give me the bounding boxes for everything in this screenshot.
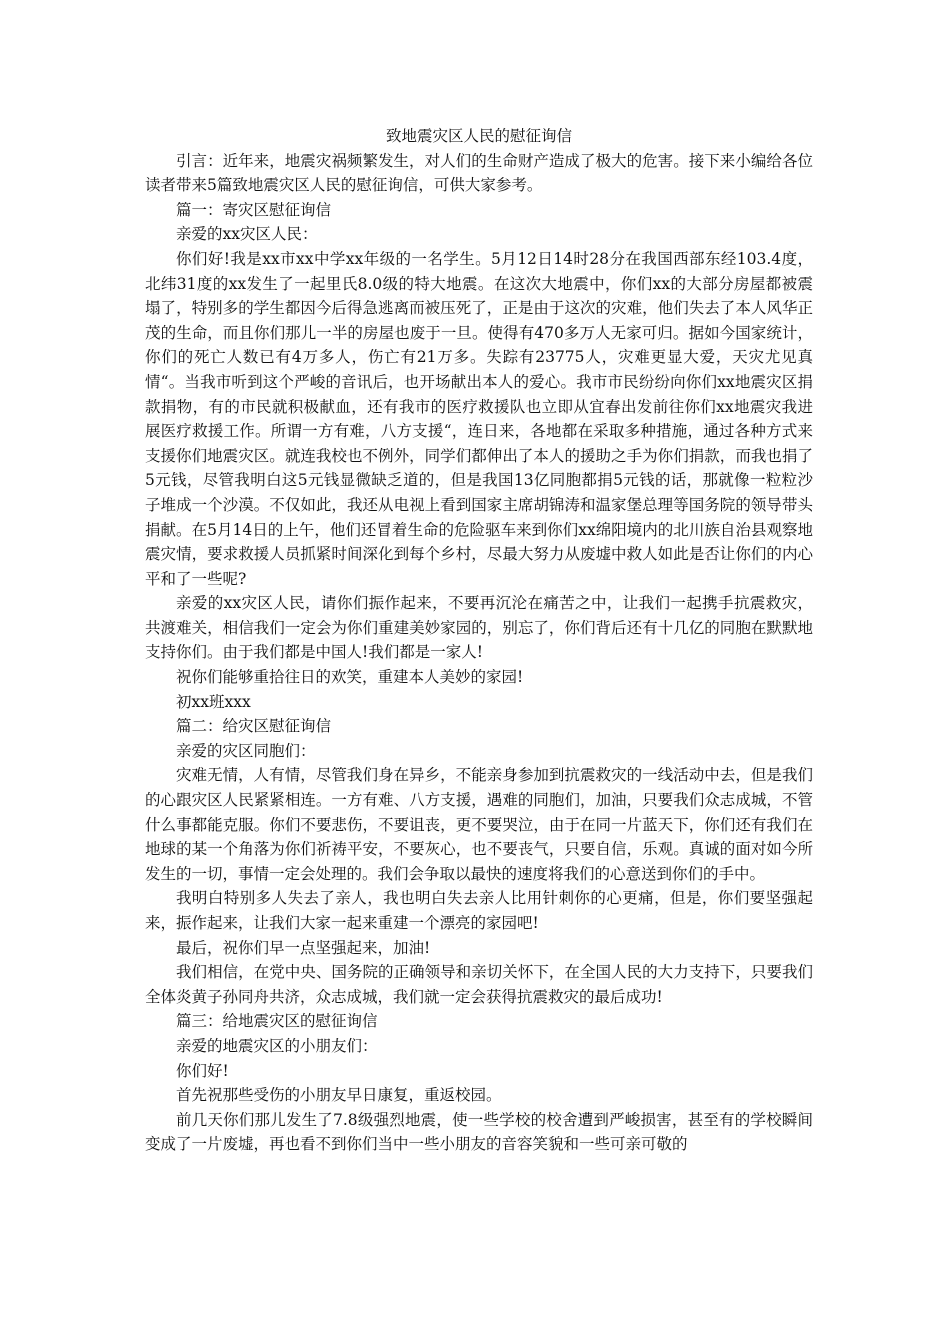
document-body <box>145 149 813 1157</box>
paragraph: 篇三：给地震灾区的慰征询信 <box>176 1012 378 1031</box>
paragraph: 亲爱的灾区同胞们： <box>176 741 316 760</box>
paragraph: 你们好!我是xx市xx中学xx年级的一名学生。5月12日14时28分在我国西部东经103.4度，北纬31度的xx发生了一起里氏8.0级的特大地震。在这次大地震中，你们xx的大部分房屋都被震塌了，特别多的学生都因今后得急逃离而被压死了，正是由于这次的灾难，他们失去了本人风华正茂的生命，而且你们那儿一半的房屋也废于一旦。使得有470多万人无家可归。据如今国家统计，你们的死亡人数已有4万多人，伤亡有21万多。失踪有23775人，灾难更显大爱，天灾尤见真情“。当我市听到这个严峻的音讯后，也开场献出本人的爱心。我市市民纷纷向你们xx地震灾区捐款捐物，有的市民就积极献血，还有我市的医疗救援队也立即从宜春出发前往你们xx地震灾我进展医疗救援工作。所谓一方有难，八方支援“，连日来，各地都在采取多种措施，通过各种方式来支援你们地震灾区。就连我校也不例外，同学们都伸出了本人的援助之手为你们捐款，而我也捐了5元钱，尽管我明白这5元钱显微缺乏道的，但是我国13亿同胞都捐5元钱的话，那就像一粒粒沙子堆成一个沙漠。不仅如此，我还从电视上看到国家主席胡锦涛和温家堡总理等国务院的领导带头捐献。在5月14日的上午，他们还冒着生命的危险驱车来到你们xx绵阳境内的北川族自治县观察地震灾情，要求救援人员抓紧时间深化到每个乡村，尽最大努力从废墟中救人如此是否让你们的内心平和了一些呢? <box>145 249 813 588</box>
paragraph: 灾难无情，人有情，尽管我们身在异乡，不能亲身参加到抗震救灾的一线活动中去，但是我们的心跟灾区人民紧紧相连。一方有难、八方支援，遇难的同胞们，加油，只要我们众志成城，不管什么事都能克服。你们不要悲伤，不要诅丧，更不要哭泣，由于在同一片蓝天下，你们还有我们在地球的某一个角落为你们祈祷平安，不要灰心，也不要丧气，只要自信，乐观。真诚的面对如今所发生的一切，事情一定会处理的。我们会争取以最快的速度将我们的心意送到你们的手中。 <box>145 766 813 883</box>
paragraph: 引言：近年来，地震灾祸频繁发生，对人们的生命财产造成了极大的危害。接下来小编给各位读者带来5篇致地震灾区人民的慰征询信，可供大家参考。 <box>145 151 813 195</box>
paragraph: 篇一：寄灾区慰征询信 <box>176 200 332 219</box>
paragraph: 亲爱的地震灾区的小朋友们： <box>176 1036 378 1055</box>
paragraph: 最后，祝你们早一点坚强起来，加油! <box>176 938 431 957</box>
document-title: 致地震灾区人民的慰征询信 <box>385 127 572 145</box>
paragraph: 首先祝那些受伤的小朋友早日康复，重返校园。 <box>176 1086 502 1105</box>
paragraph: 篇二：给灾区慰征询信 <box>176 717 332 736</box>
paragraph: 我明白特别多人失去了亲人，我也明白失去亲人比用针刺你的心更痛，但是，你们要坚强起来，振作起来，让我们大家一起来重建一个漂亮的家园吧! <box>145 889 813 932</box>
paragraph: 初xx班xxx <box>176 692 251 711</box>
document-page <box>145 124 813 1157</box>
paragraph: 亲爱的xx灾区人民： <box>176 225 318 244</box>
paragraph: 前几天你们那儿发生了7.8级强烈地震，使一些学校的校舍遭到严峻损害，甚至有的学校瞬间变成了一片废墟，再也看不到你们当中一些小朋友的音容笑貌和一些可亲可敬的 <box>145 1110 813 1154</box>
paragraph: 祝你们能够重拾往日的欢笑，重建本人美妙的家园! <box>176 668 524 687</box>
paragraph: 亲爱的xx灾区人民，请你们振作起来，不要再沉沦在痛苦之中，让我们一起携手抗震救灾，共渡难关，相信我们一定会为你们重建美妙家园的，别忘了，你们背后还有十几亿的同胞在默默地支持你们。由于我们都是中国人!我们都是一家人! <box>145 594 813 662</box>
paragraph: 我们相信，在党中央、国务院的正确领导和亲切关怀下，在全国人民的大力支持下，只要我们全体炎黄子孙同舟共济，众志成城，我们就一定会获得抗震救灾的最后成功! <box>145 963 813 1006</box>
paragraph: 你们好! <box>176 1061 229 1080</box>
